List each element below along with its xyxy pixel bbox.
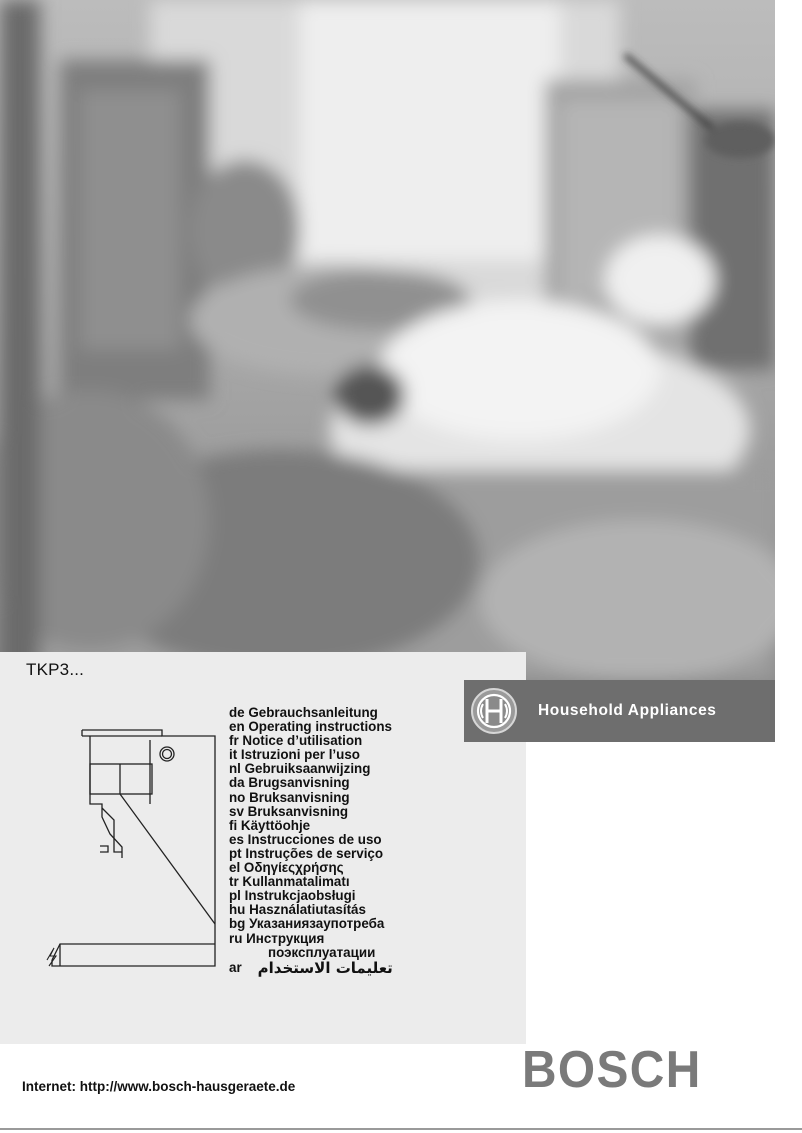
language-code: ar [229, 959, 242, 975]
language-item: en Operating instructions [229, 719, 392, 735]
language-list [229, 706, 393, 975]
badge-text: Household Appliances [538, 702, 717, 719]
language-item: pl Instrukcjaobsługi [229, 888, 356, 904]
language-item: fi Käyttöohje [229, 817, 311, 833]
language-item: sv Bruksanvisning [229, 803, 349, 819]
language-item: fr Notice d’utilisation [229, 733, 363, 749]
model-code: TKP3... [26, 660, 85, 679]
bottom-rule [0, 1128, 802, 1130]
language-item: no Bruksanvisning [229, 789, 350, 805]
language-item: bg Указаниязаупотреба [229, 916, 385, 932]
language-item: de Gebrauchsanleitung [229, 705, 378, 720]
bosch-armature-icon [470, 687, 518, 735]
language-item: es Instrucciones de uso [229, 831, 382, 847]
language-item-arabic [229, 958, 393, 977]
arabic-label: تعليمات الاستخدام [257, 958, 393, 977]
appliance-diagram [30, 722, 220, 977]
language-item: nl Gebruiksaanwijzing [229, 761, 371, 777]
language-item: da Brugsanvisning [229, 775, 350, 791]
language-item: tr Kullanmatalimatı [229, 874, 350, 890]
bosch-logo: BOSCH [522, 1041, 702, 1099]
internet-address: Internet: http://www.bosch-hausgeraete.de [22, 1079, 296, 1094]
language-item: hu Használatiutasítás [229, 902, 366, 918]
language-item: el Οδηγίεςχρήσης [229, 860, 344, 876]
language-item: ru Инструкция [229, 930, 325, 946]
household-appliances-badge [464, 680, 775, 742]
language-item: it Istruzioni per l’uso [229, 747, 360, 763]
language-item-continuation: поэксплуатации [268, 944, 376, 960]
language-item: pt Instruções de serviço [229, 845, 384, 861]
